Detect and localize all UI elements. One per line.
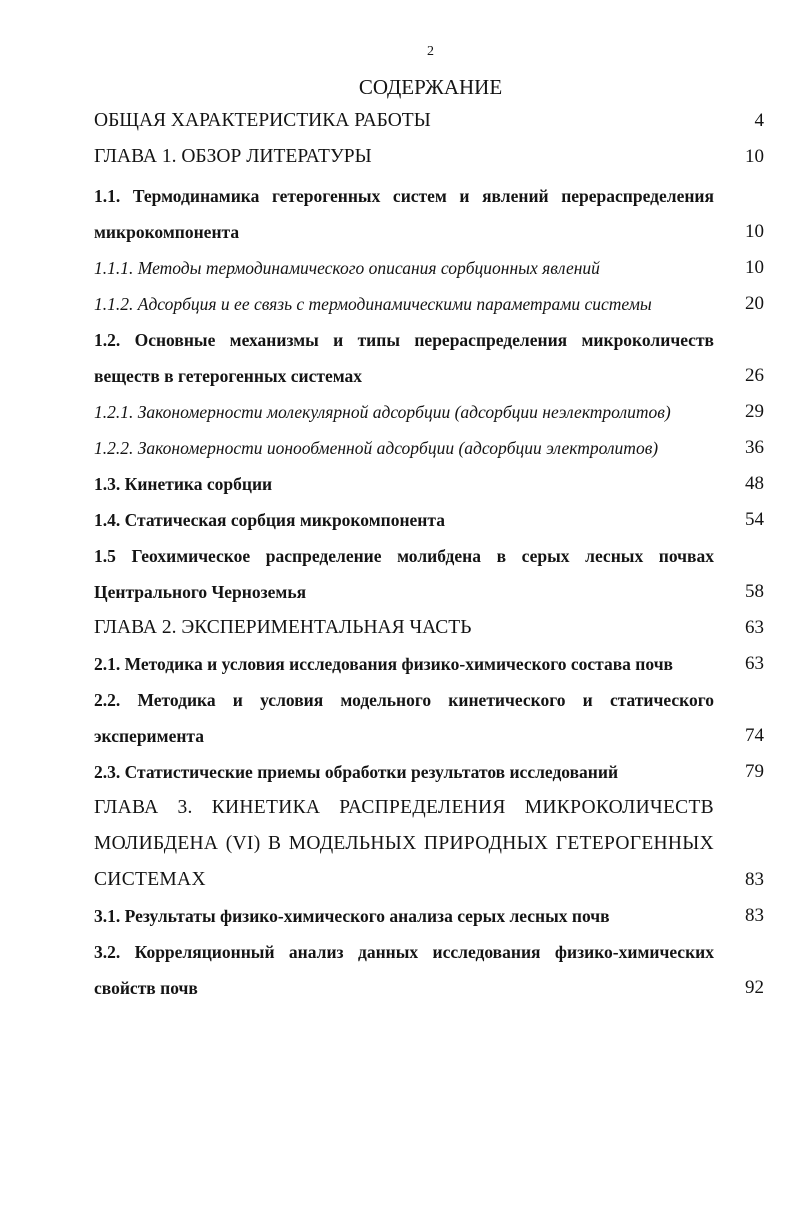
- toc-entry: [94, 430, 764, 466]
- toc-entry-page: 10: [745, 257, 764, 278]
- toc-entry-page: 79: [745, 761, 764, 782]
- toc-entry-text: 3.2. Корреляционный анализ данных исследования физико-химических свойств почв: [94, 942, 714, 998]
- toc-entry-page: 36: [745, 437, 764, 458]
- toc-entry: [94, 754, 764, 790]
- toc-title: СОДЕРЖАНИЕ: [358, 75, 503, 99]
- toc-entry-text: 1.1. Термодинамика гетерогенных систем и явлений перераспределения микрокомпонента: [94, 186, 714, 242]
- toc-entry: [94, 538, 764, 610]
- toc-entry-text: 2.3. Статистические приемы обработки результатов исследований: [94, 762, 619, 782]
- toc-entry-page: 83: [745, 905, 764, 926]
- toc-entry: [94, 178, 764, 250]
- toc-entry: [94, 610, 764, 646]
- toc-entry-text: 1.4. Статическая сорбция микрокомпонента: [94, 510, 445, 530]
- toc-entry-page: 4: [754, 110, 764, 131]
- toc-entry: [94, 934, 764, 1006]
- toc-entry-page: 10: [745, 221, 764, 242]
- toc-entry-page: 74: [745, 725, 764, 746]
- toc-entry-page: 10: [745, 146, 764, 167]
- page-number: 2: [427, 44, 434, 59]
- toc-entry: [94, 790, 764, 898]
- toc-entry-page: 83: [745, 869, 764, 890]
- toc-entry-text: 1.2.1. Закономерности молекулярной адсорбции (адсорбции неэлектролитов): [94, 402, 671, 422]
- toc-entry-text: 1.3. Кинетика сорбции: [94, 474, 273, 494]
- toc-entry-text: ОБЩАЯ ХАРАКТЕРИСТИКА РАБОТЫ: [94, 110, 431, 131]
- toc-entry-text: 1.1.1. Методы термодинамического описания сорбционных явлений: [94, 258, 600, 278]
- toc-entry: [94, 103, 764, 139]
- toc-entry-text: 3.1. Результаты физико-химического анализа серых лесных почв: [94, 906, 610, 926]
- toc-entry-page: 26: [745, 365, 764, 386]
- toc-entry-text: 1.2.2. Закономерности ионообменной адсорбции (адсорбции электролитов): [94, 438, 659, 458]
- toc-entry: [94, 394, 764, 430]
- toc-entry: [94, 646, 764, 682]
- table-of-contents: [94, 103, 764, 1006]
- toc-entry: [94, 502, 764, 538]
- toc-entry: [94, 466, 764, 502]
- toc-entry: [94, 898, 764, 934]
- toc-entry: [94, 682, 764, 754]
- toc-entry-page: 20: [745, 293, 764, 314]
- toc-entry-page: 29: [745, 401, 764, 422]
- toc-entry: [94, 286, 764, 322]
- toc-entry-text: ГЛАВА 1. ОБЗОР ЛИТЕРАТУРЫ: [94, 146, 372, 167]
- toc-entry-text: ГЛАВА 3. КИНЕТИКА РАСПРЕДЕЛЕНИЯ МИКРОКОЛИЧЕСТВ МОЛИБДЕНА (VI) В МОДЕЛЬНЫХ ПРИРОДНЫХ ГЕТЕРОГЕННЫХ СИСТЕМАХ: [94, 797, 714, 890]
- toc-entry-text: 1.2. Основные механизмы и типы перераспределения микроколичеств веществ в гетерогенных системах: [94, 330, 714, 386]
- toc-entry: [94, 322, 764, 394]
- toc-entry-page: 48: [745, 473, 764, 494]
- toc-entry-page: 92: [745, 977, 764, 998]
- toc-entry-text: 1.5 Геохимическое распределение молибдена в серых лесных почвах Центрального Черноземья: [94, 546, 714, 602]
- toc-entry: [94, 250, 764, 286]
- toc-entry-page: 54: [745, 509, 764, 530]
- toc-entry-text: 1.1.2. Адсорбция и ее связь с термодинамическими параметрами системы: [94, 294, 652, 314]
- toc-entry-text: ГЛАВА 2. ЭКСПЕРИМЕНТАЛЬНАЯ ЧАСТЬ: [94, 617, 472, 638]
- toc-entry-page: 58: [745, 581, 764, 602]
- toc-entry-page: 63: [745, 617, 764, 638]
- toc-entry-text: 2.1. Методика и условия исследования физико-химического состава почв: [94, 654, 674, 674]
- toc-entry-text: 2.2. Методика и условия модельного кинетического и статического эксперимента: [94, 690, 714, 746]
- toc-entry: [94, 139, 764, 175]
- toc-entry-page: 63: [745, 653, 764, 674]
